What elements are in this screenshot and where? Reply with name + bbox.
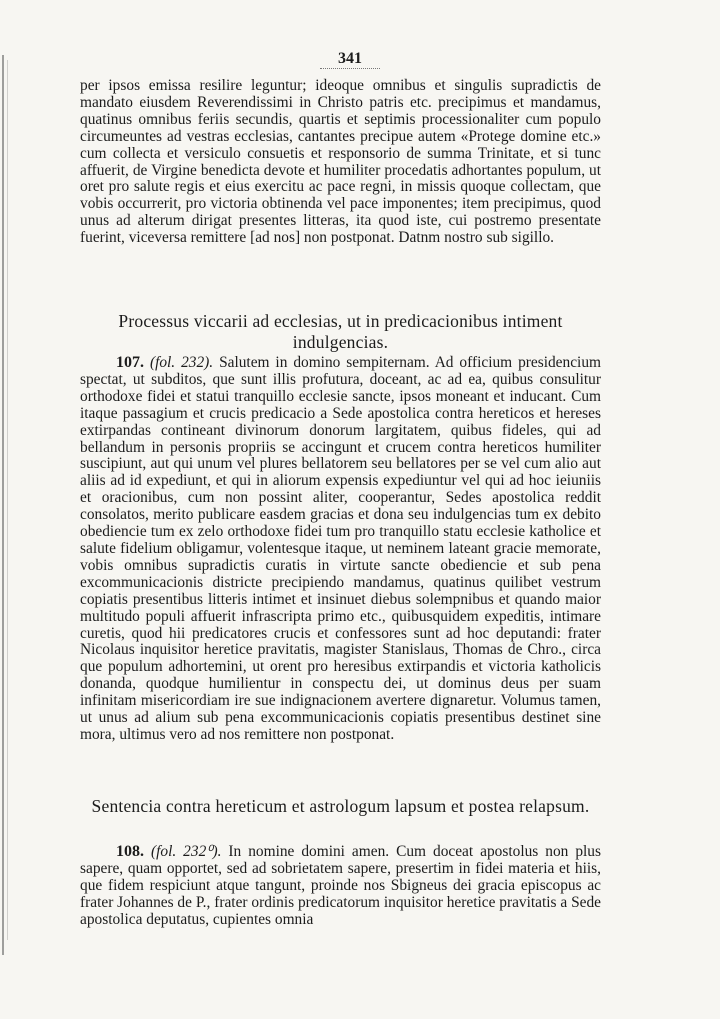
- paragraph-text: [80, 844, 601, 929]
- folio-reference: (fol. 232).: [149, 354, 214, 371]
- paragraph-body: In nomine domini amen. Cum doceat apostolus non plus sapere, quam opportet, sed ad sobrietatem sapere, presertim in fidei materia et hiis, que fidem respiciunt atque tangunt, proinde nos Sbigneus dei gracia episcopus ac frater Johannes de P., frater ordinis predicatorum inquisitor heretice pravitatis a Sede apostolica deputatus, cupientes omnia: [80, 843, 601, 928]
- paragraph-107: [80, 355, 601, 744]
- paragraph-text: per ipsos emissa resilire leguntur; ideoque omnibus et singulis supradictis de mandato eiusdem Reverendissimi in Christo patris etc. precipimus et mandamus, quatinus omnibus feriis secundis, quartis et septimis processionaliter cum populo circumeuntes ad vestras ecclesias, cantantes precipue autem «Protege domine etc.» cum collecta et versiculo consuetis et responsorio de summa Trinitate, et si tunc affuerit, de Virgine benedicta devote et humiliter procedatis adhortantes populum, ut oret pro salute regis et eius exercitu ac pace regni, in missis quoque collectam, que vobis occurrerit, pro victoria obtinenda vel pace imponentes; item precipimus, quod unus ad alterum dirigat presentes litteras, ita quod iste, cui postremo presentate fuerint, viceversa remittere [ad nos] non postponat. Datnm nostro sub sigillo.: [80, 77, 601, 247]
- document-number: 108.: [116, 843, 144, 860]
- paragraph-text: [80, 355, 601, 744]
- section-heading-108: Sentencia contra hereticum et astrologum lapsum et postea relapsum.: [91, 796, 590, 816]
- section-heading-107: Processus viccarii ad ecclesias, ut in predicacionibus intiment indulgencias.: [118, 311, 563, 352]
- paragraph-continuation: [80, 78, 601, 247]
- page-edge-shadow-inner: [7, 60, 8, 940]
- paragraph-108: [80, 844, 601, 929]
- page-edge-shadow: [2, 55, 4, 955]
- folio-reference: (fol. 232⁰).: [150, 843, 222, 860]
- page-number: 341: [320, 50, 380, 69]
- document-number: 107.: [116, 354, 144, 371]
- paragraph-body: Salutem in domino sempiternam. Ad officium presidencium spectat, ut subditos, que sunt illis profutura, doceant, ac ad ea, quibus consulitur orthodoxe fidei et statui tranquillo ecclesie sancte, ipsos moneant et inducant. Cum itaque passagium et crucis predicacio a Sede apostolica contra hereticos et hereses extirpandas contineant divinorum donorum largitatem, quibus fideles, qui ad bellandum in personis propriis se accingunt et crucem contra hereticos humiliter suscipiunt, aut qui unum vel plures bellatorem seu bellatores per se vel cum alio aut aliis ad id expediunt, et qui in aliorum expensis expediuntur vel qui ad hoc ieiuniis et oracionibus, cum non possint aliter, cooperantur, Sedes apostolica reddit consolatos, merito publicare easdem gracias et dona seu indulgencias tum ex debito obediencie tum ex zelo orthodoxe fidei tum pro tranquillo statu ecclesie katholice et salute fidelium obligamur, volentesque itaque, ut neminem lateant gracie memorate, vobis omnibus supradictis curatis in virtute sancte obediencie et sub pena excommunicacionis districte precipiendo mandamus, quatinus quilibet vestrum copiatis presentibus litteris intimet et insinuet diebus solempnibus et quando maior multitudo populi affuerit infrascripta primo etc., quibusquidem expeditis, intimare curetis, quod hii predicatores crucis et confessores sunt ad hoc deputandi: frater Nicolaus inquisitor heretice pravitatis, magister Stanislaus, Thomas de Chro., circa que populum adhortemini, ut orent pro heresibus extirpandis et victoria katholicis donanda, quodque humilientur in conspectu dei, ut dominus deus per suam infinitam misericordiam ire sue indignacionem avertere dignaretur. Volumus tamen, ut unus ad alium sub pena excommunicacionis copiatis presentibus destinet sine mora, ultimus vero ad nos remittere non postponat.: [80, 354, 601, 743]
